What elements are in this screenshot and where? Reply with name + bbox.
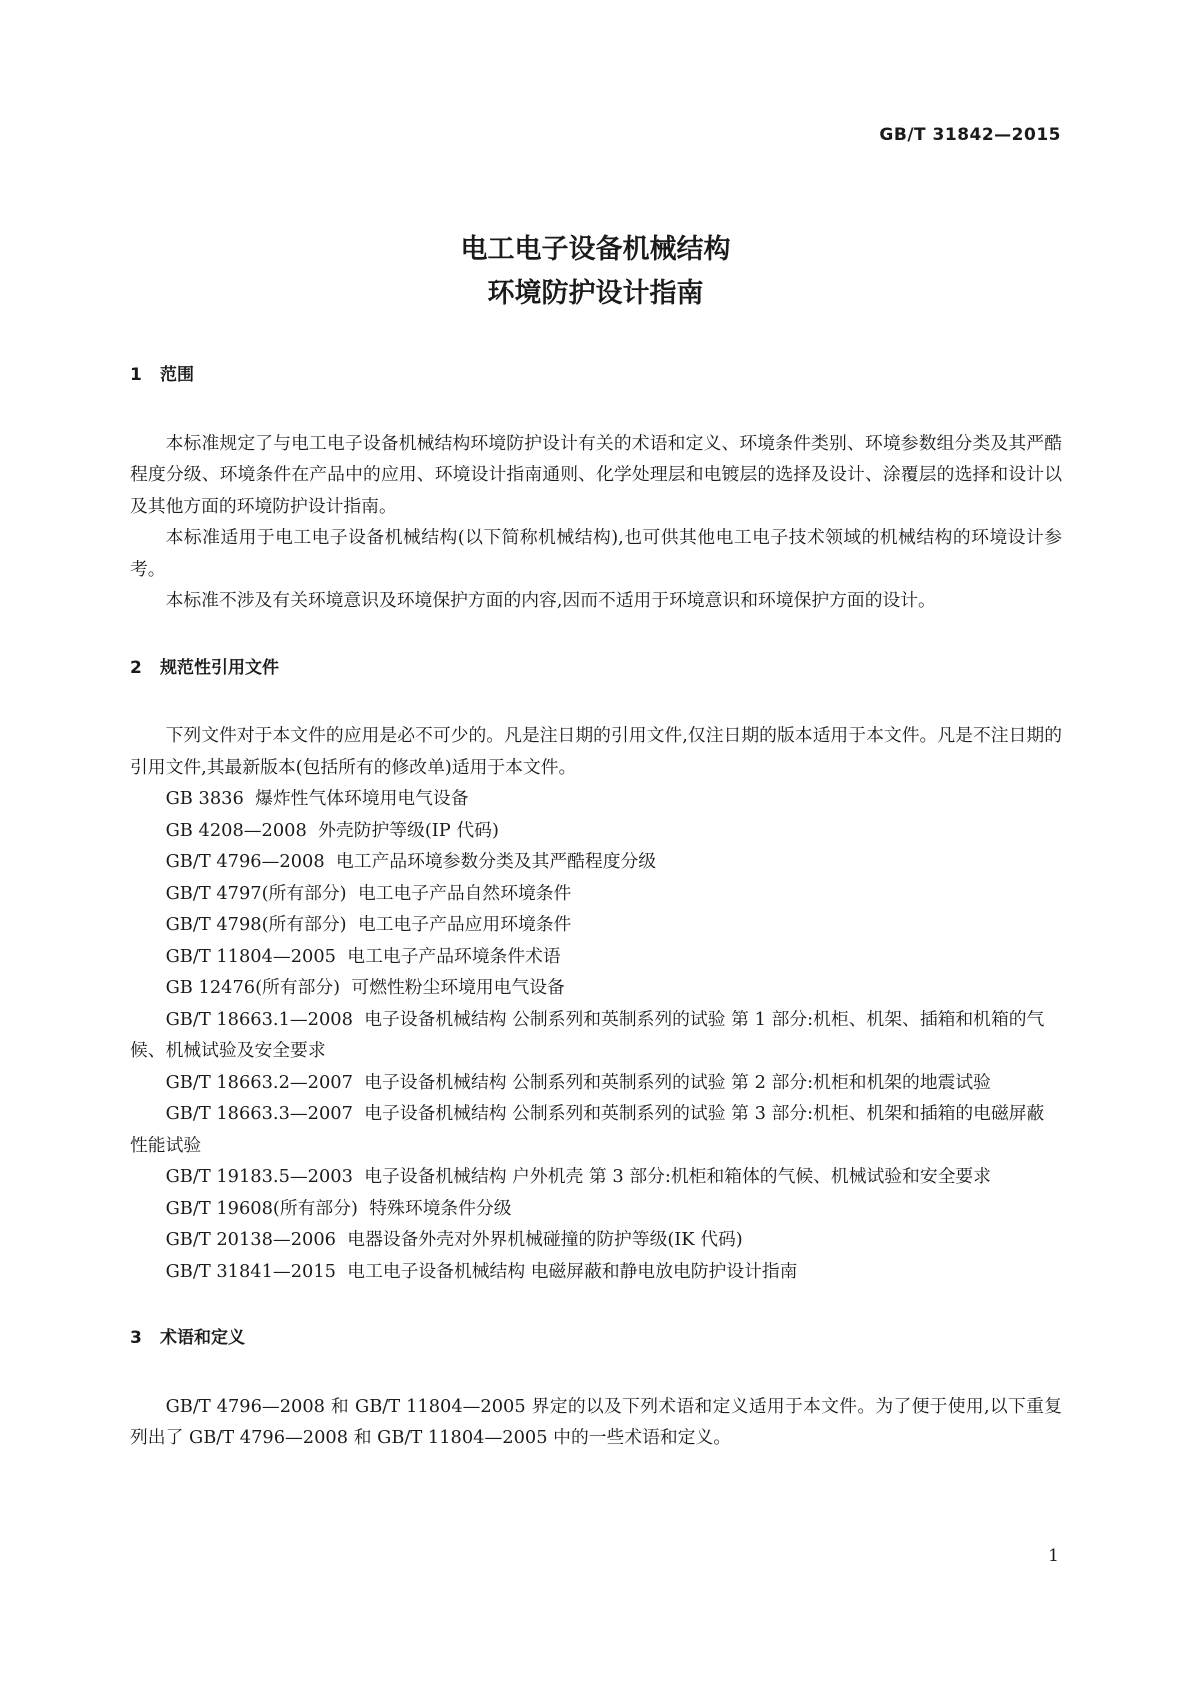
- paragraph: 本标准不涉及有关环境意识及环境保护方面的内容,因而不适用于环境意识和环境保护方面的设计。: [165, 590, 936, 611]
- reference-code: GB/T 20138—2006: [165, 1229, 336, 1250]
- reference-code: GB/T 18663.3—2007: [165, 1103, 353, 1124]
- reference-title: 电工电子产品应用环境条件: [357, 914, 572, 935]
- reference-code: GB 4208—2008: [165, 819, 307, 841]
- reference-code: GB/T 18663.2—2007: [165, 1071, 353, 1093]
- reference-code: GB 3836: [165, 788, 244, 809]
- reference-code: GB/T 4797(所有部分): [165, 882, 347, 904]
- reference-title: 爆炸性气体环境用电气设备: [255, 788, 469, 809]
- reference-title: 电器设备外壳对外界机械碰撞的防护等级(IK 代码): [347, 1229, 743, 1250]
- reference-title: 电子设备机械结构 公制系列和英制系列的试验 第 1 部分:机柜、机架、插箱和机箱的气候、机械试验及安全要求: [130, 1008, 1045, 1061]
- reference-item: [130, 972, 1062, 1004]
- reference-item: [130, 1098, 1062, 1161]
- section-number: 2: [130, 657, 142, 678]
- reference-title: 电工电子产品环境条件术语: [347, 945, 561, 967]
- section-title: 规范性引用文件: [160, 657, 279, 678]
- reference-item: [130, 878, 1062, 910]
- reference-title: 电工产品环境参数分类及其严酷程度分级: [335, 851, 657, 872]
- standard-code: GB/T 31842—2015: [879, 125, 1061, 145]
- reference-code: GB 12476(所有部分): [165, 977, 341, 998]
- reference-code: GB/T 4798(所有部分): [165, 914, 347, 935]
- reference-item: [130, 909, 1062, 941]
- page-number: 1: [1048, 1546, 1059, 1566]
- reference-item: [130, 1004, 1062, 1067]
- reference-item: [130, 1256, 1062, 1288]
- reference-code: GB/T 11804—2005: [165, 945, 336, 967]
- paragraph: GB/T 4796—2008 和 GB/T 11804—2005 界定的以及下列术语和定义适用于本文件。为了便于使用,以下重复列出了 GB/T 4796—2008 和 GB/T 11804—2005 中的一些术语和定义。: [130, 1395, 1062, 1448]
- section-title: 范围: [160, 365, 194, 385]
- document-body: [130, 360, 1062, 1454]
- section-number: 3: [130, 1328, 142, 1348]
- section-1-heading: [130, 360, 1062, 392]
- reference-item: [130, 1224, 1062, 1256]
- section-number: 1: [130, 365, 142, 385]
- title-line-2: 环境防护设计指南: [487, 278, 704, 309]
- reference-title: 特殊环境条件分级: [369, 1197, 512, 1219]
- reference-item: [130, 941, 1062, 973]
- reference-title: 可燃性粉尘环境用电气设备: [351, 977, 565, 998]
- reference-item: [130, 783, 1062, 815]
- reference-title: 电工电子产品自然环境条件: [357, 882, 572, 904]
- reference-title: 电子设备机械结构 户外机壳 第 3 部分:机柜和箱体的气候、机械试验和安全要求: [364, 1166, 991, 1187]
- reference-title: 外壳防护等级(IP 代码): [318, 819, 499, 841]
- section-2-heading: [130, 653, 1062, 685]
- reference-title: 电子设备机械结构 公制系列和英制系列的试验 第 2 部分:机柜和机架的地震试验: [364, 1071, 991, 1093]
- reference-code: GB/T 19183.5—2003: [165, 1166, 353, 1187]
- document-title: [0, 228, 1191, 316]
- reference-title: 电工电子设备机械结构 电磁屏蔽和静电放电防护设计指南: [347, 1260, 798, 1282]
- reference-code: GB/T 18663.1—2008: [165, 1008, 353, 1030]
- reference-item: [130, 1161, 1062, 1193]
- paragraph: 本标准规定了与电工电子设备机械结构环境防护设计有关的术语和定义、环境条件类别、环境参数组分类及其严酷程度分级、环境条件在产品中的应用、环境设计指南通则、化学处理层和电镀层的选择及设计、涂覆层的选择和设计以及其他方面的环境防护设计指南。: [130, 432, 1062, 517]
- reference-code: GB/T 31841—2015: [165, 1260, 336, 1282]
- section-3-heading: [130, 1323, 1062, 1355]
- reference-item: [130, 1193, 1062, 1225]
- reference-item: [130, 1067, 1062, 1099]
- paragraph: 下列文件对于本文件的应用是必不可少的。凡是注日期的引用文件,仅注日期的版本适用于本文件。凡是不注日期的引用文件,其最新版本(包括所有的修改单)适用于本文件。: [130, 725, 1062, 778]
- section-title: 术语和定义: [160, 1328, 245, 1348]
- reference-code: GB/T 19608(所有部分): [165, 1197, 358, 1219]
- reference-code: GB/T 4796—2008: [165, 851, 325, 872]
- reference-item: [130, 846, 1062, 878]
- reference-item: [130, 815, 1062, 847]
- title-line-1: 电工电子设备机械结构: [460, 234, 731, 265]
- paragraph: 本标准适用于电工电子设备机械结构(以下简称机械结构),也可供其他电工电子技术领域的机械结构的环境设计参考。: [130, 527, 1062, 580]
- reference-title: 电子设备机械结构 公制系列和英制系列的试验 第 3 部分:机柜、机架和插箱的电磁屏蔽性能试验: [130, 1103, 1045, 1156]
